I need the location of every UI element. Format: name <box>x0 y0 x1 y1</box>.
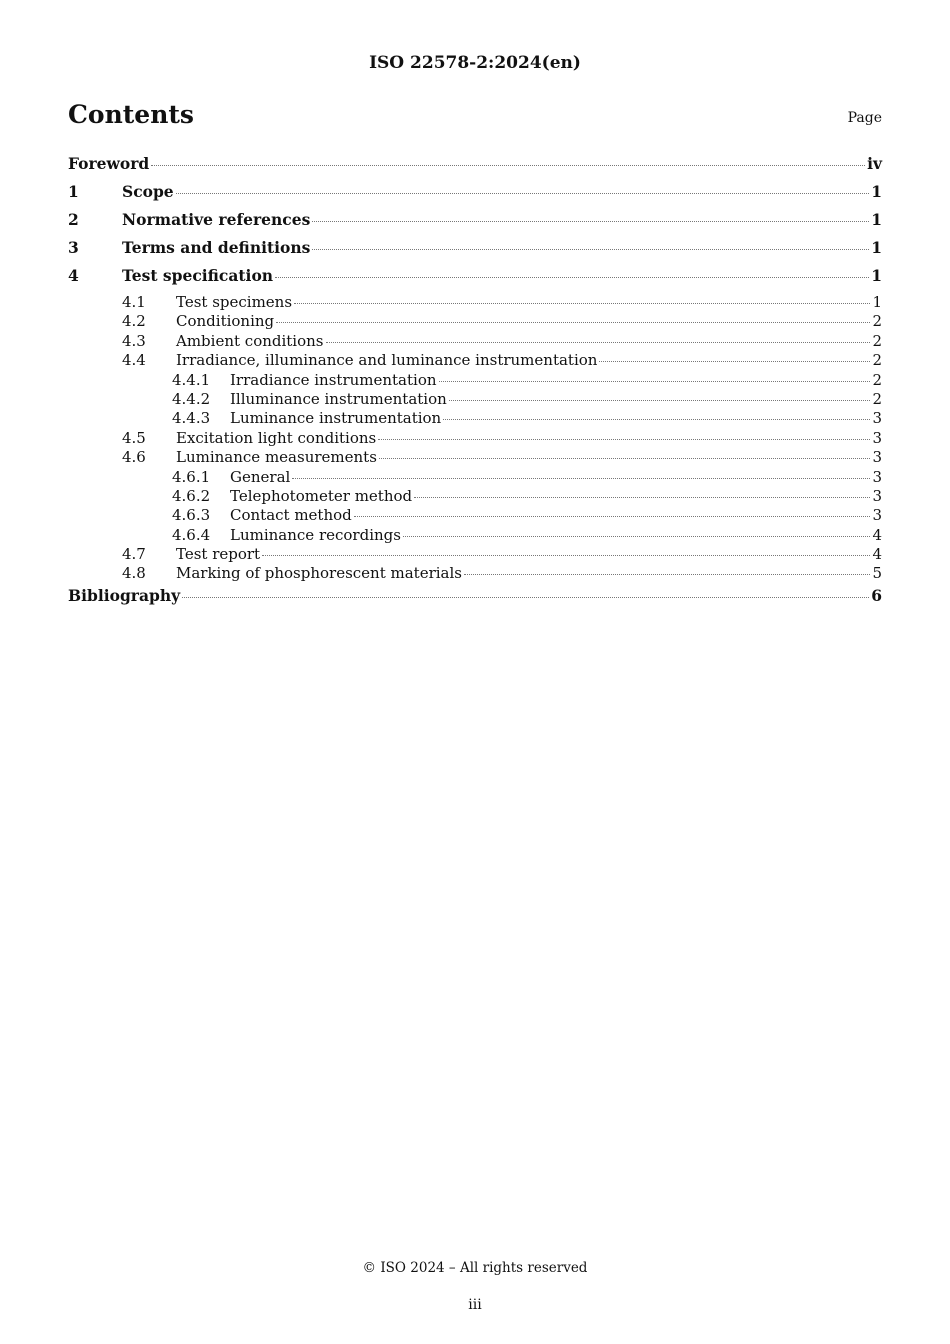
toc-entry-page[interactable]: 2 <box>872 351 882 370</box>
toc-entry-page[interactable]: 2 <box>872 370 882 389</box>
toc-entry-number: 1 <box>68 182 79 201</box>
toc-entry-page[interactable]: 1 <box>872 293 882 311</box>
copyright-footer: © ISO 2024 – All rights reserved <box>362 1260 588 1276</box>
dot-leader <box>354 516 871 517</box>
document-id-header: ISO 22578-2:2024(en) <box>369 53 581 73</box>
toc-entry[interactable] <box>68 429 882 448</box>
toc-entry-title[interactable]: Luminance recordings <box>230 525 401 544</box>
dot-leader <box>312 221 869 222</box>
toc-entry-page[interactable]: 1 <box>871 238 882 257</box>
toc-entry-page[interactable]: 3 <box>872 467 882 486</box>
toc-entry-title[interactable]: Conditioning <box>176 312 275 331</box>
toc-entry[interactable] <box>68 390 882 409</box>
toc-entry-title[interactable]: Bibliography <box>68 585 181 605</box>
toc-entry-title[interactable]: Test specification <box>122 266 274 285</box>
contents-heading: Contents <box>68 100 195 129</box>
toc-entry[interactable] <box>68 545 882 564</box>
toc-entry[interactable] <box>68 293 882 312</box>
toc-entry-number: 4.6.4 <box>172 525 211 544</box>
toc-entry[interactable] <box>68 332 882 351</box>
toc-entry[interactable] <box>68 468 882 487</box>
toc-entry-number: 4.6.1 <box>172 467 211 486</box>
toc-entry-page[interactable]: 4 <box>872 545 882 564</box>
dot-leader <box>379 458 871 459</box>
dot-leader <box>276 322 870 323</box>
toc-entry-title[interactable]: Normative references <box>122 210 311 229</box>
dot-leader <box>312 249 869 250</box>
toc-entry-number: 3 <box>68 238 79 257</box>
dot-leader <box>414 497 870 498</box>
toc-entry-number: 2 <box>68 210 79 229</box>
toc-entry-title[interactable]: Illuminance instrumentation <box>230 389 447 408</box>
dot-leader <box>378 439 870 440</box>
dot-leader <box>464 574 870 575</box>
dot-leader <box>403 536 870 537</box>
toc-entry[interactable] <box>68 209 882 237</box>
toc-entry-page[interactable]: 5 <box>872 564 882 583</box>
dot-leader <box>151 165 865 166</box>
dot-leader <box>182 597 869 598</box>
toc-entry-page[interactable]: 1 <box>871 182 882 201</box>
toc-entry-title[interactable]: Terms and definitions <box>122 238 311 257</box>
toc-entry[interactable] <box>68 265 882 293</box>
toc-entry-title[interactable]: General <box>230 467 291 486</box>
toc-entry[interactable] <box>68 237 882 265</box>
toc-entry[interactable] <box>68 181 882 209</box>
toc-entry-title[interactable]: Test specimens <box>176 293 293 311</box>
toc-entry-page[interactable]: 3 <box>872 506 882 525</box>
toc-entry-number: 4.4.3 <box>172 409 211 428</box>
toc-entry[interactable] <box>68 312 882 331</box>
dot-leader <box>449 400 871 401</box>
toc-entry-title[interactable]: Foreword <box>68 154 150 173</box>
toc-entry-number: 4.6.2 <box>172 486 211 505</box>
toc-entry-page[interactable]: 2 <box>872 389 882 408</box>
toc-entry-page[interactable]: 1 <box>871 210 882 229</box>
toc-entry-title[interactable]: Test report <box>176 545 261 564</box>
toc-entry-title[interactable]: Marking of phosphorescent materials <box>176 564 462 583</box>
toc-entry[interactable] <box>68 153 882 181</box>
toc-entry-page[interactable]: iv <box>867 154 882 173</box>
toc-entry[interactable] <box>68 564 882 583</box>
toc-entry-page[interactable]: 1 <box>871 266 882 285</box>
toc-entry-title[interactable]: Telephotometer method <box>230 486 413 505</box>
dot-leader <box>275 277 869 278</box>
dot-leader <box>262 555 870 556</box>
dot-leader <box>439 381 871 382</box>
dot-leader <box>443 419 870 420</box>
dot-leader <box>176 193 870 194</box>
toc-entry-page[interactable]: 6 <box>871 585 882 605</box>
toc-entry-number: 4.4.1 <box>172 370 211 389</box>
toc-entry[interactable] <box>68 506 882 525</box>
dot-leader <box>599 361 870 362</box>
toc-entry-number: 4.3 <box>122 331 146 350</box>
page-number: iii <box>468 1297 482 1313</box>
toc-entry-page[interactable]: 2 <box>872 331 882 350</box>
toc-entry[interactable] <box>68 371 882 390</box>
toc-entry-title[interactable]: Luminance measurements <box>176 448 377 467</box>
toc-entry-page[interactable]: 3 <box>872 428 882 447</box>
toc-entry-number: 4.8 <box>122 564 146 583</box>
toc-entry-number: 4.7 <box>122 545 146 564</box>
toc-entry[interactable] <box>68 448 882 467</box>
toc-entry-title[interactable]: Ambient conditions <box>176 331 324 350</box>
dot-leader <box>292 478 870 479</box>
toc-entry-number: 4.2 <box>122 312 146 331</box>
toc-entry[interactable] <box>68 526 882 545</box>
dot-leader <box>326 342 871 343</box>
toc-entry-number: 4.5 <box>122 428 146 447</box>
dot-leader <box>294 303 870 304</box>
toc-entry-page[interactable]: 4 <box>872 525 882 544</box>
toc-entry-number: 4.6.3 <box>172 506 211 525</box>
toc-entry-title[interactable]: Contact method <box>230 506 352 525</box>
toc-entry-page[interactable]: 3 <box>872 448 882 467</box>
toc-entry-number: 4.4 <box>122 351 146 370</box>
toc-entry[interactable] <box>68 487 882 506</box>
toc-entry-page[interactable]: 3 <box>872 409 882 428</box>
toc-entry-page[interactable]: 2 <box>872 312 882 331</box>
toc-entry-title[interactable]: Luminance instrumentation <box>230 409 442 428</box>
toc-entry-number: 4.6 <box>122 448 146 467</box>
toc-entry[interactable] <box>68 585 882 613</box>
toc-entry-title[interactable]: Irradiance, illuminance and luminance instrumentation <box>176 351 598 370</box>
toc-entry-number: 4 <box>68 266 79 285</box>
page-column-label: Page <box>847 110 882 126</box>
toc-entry-title[interactable]: Scope <box>122 182 174 201</box>
toc-entry-title[interactable]: Excitation light conditions <box>176 428 377 447</box>
toc-entry[interactable] <box>68 409 882 428</box>
table-of-contents <box>68 153 882 613</box>
toc-entry-title[interactable]: Irradiance instrumentation <box>230 370 437 389</box>
toc-entry[interactable] <box>68 351 882 370</box>
toc-entry-number: 4.1 <box>122 293 146 311</box>
toc-entry-number: 4.4.2 <box>172 389 211 408</box>
toc-entry-page[interactable]: 3 <box>872 486 882 505</box>
